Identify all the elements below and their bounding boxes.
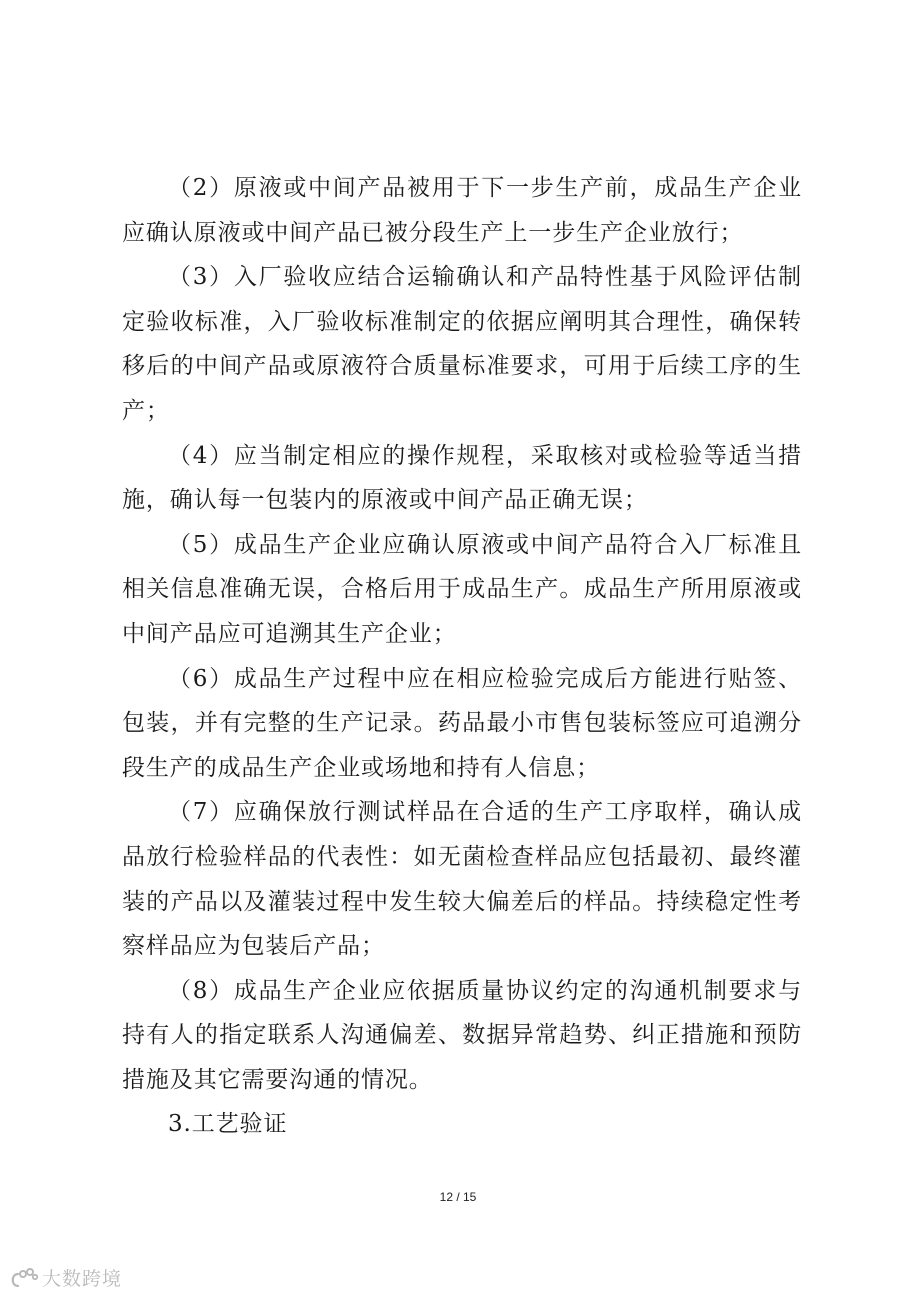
watermark [8, 1264, 122, 1291]
page-number: 12 / 15 [439, 1190, 477, 1204]
watermark-text: 大数跨境 [42, 1268, 123, 1290]
paragraph-item-6: （6）成品生产过程中应在相应检验完成后方能进行贴签、包装，并有完整的生产记录。药品最小市售包装标签应可追溯分段生产的成品生产企业或场地和持有人信息； [122, 665, 802, 781]
brand-logo-icon [8, 1266, 38, 1290]
paragraph-item-3: （3）入厂验收应结合运输确认和产品特性基于风险评估制定验收标准，入厂验收标准制定的依据应阐明其合理性，确保转移后的中间产品或原液符合质量标准要求，可用于后续工序的生产； [122, 264, 802, 424]
paragraph-item-8: （8）成品生产企业应依据质量协议约定的沟通机制要求与持有人的指定联系人沟通偏差、数据异常趋势、纠正措施和预防措施及其它需要沟通的情况。 [122, 977, 802, 1093]
document-body [122, 166, 802, 1147]
paragraph-item-7: （7）应确保放行测试样品在合适的生产工序取样，确认成品放行检验样品的代表性：如无菌检查样品应包括最初、最终灌装的产品以及灌装过程中发生较大偏差后的样品。持续稳定性考察样品应为包装后产品； [122, 799, 802, 960]
section-heading: 3.工艺验证 [168, 1111, 288, 1138]
paragraph-item-5: （5）成品生产企业应确认原液或中间产品符合入厂标准且相关信息准确无误，合格后用于成品生产。成品生产所用原液或中间产品应可追溯其生产企业； [122, 531, 802, 647]
paragraph-item-4: （4）应当制定相应的操作规程，采取核对或检验等适当措施，确认每一包装内的原液或中间产品正确无误； [122, 442, 802, 514]
paragraph-item-2: （2）原液或中间产品被用于下一步生产前，成品生产企业应确认原液或中间产品已被分段生产上一步生产企业放行； [122, 175, 802, 246]
